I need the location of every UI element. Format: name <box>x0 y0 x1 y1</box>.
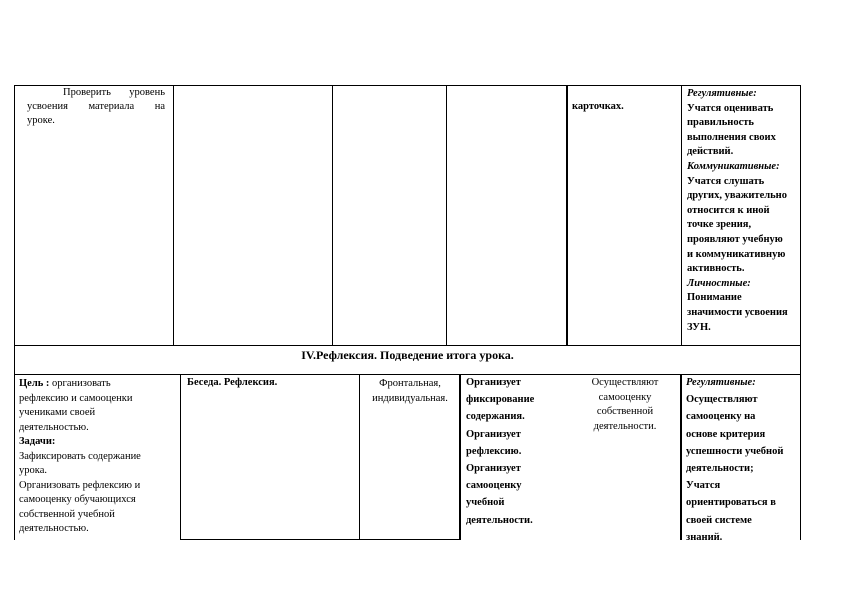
table-border <box>14 85 15 347</box>
text-line <box>19 435 55 450</box>
text-line: Организует <box>466 377 521 388</box>
text-line: других, уважительно <box>687 190 787 202</box>
text-line: точке зрения, <box>687 219 752 231</box>
top-col5-text: карточках. <box>572 101 624 112</box>
text-line: Фронтальная, <box>379 378 441 389</box>
text-line: индивидуальная. <box>372 392 448 404</box>
text-line: Зафиксировать содержание <box>19 450 141 462</box>
top-col1-line2: усвоения материала на <box>27 101 165 112</box>
table-border <box>14 374 801 375</box>
text-line: Осуществляют <box>591 377 659 388</box>
text-line: Организовать рефлексию и <box>19 479 141 491</box>
bold-label: Задачи: <box>19 436 56 447</box>
bold-label: Цель : <box>19 378 50 389</box>
text-line: Коммуникативные: <box>687 161 780 172</box>
text-line: Личностные: <box>687 277 751 289</box>
text-line: действий. <box>687 146 734 158</box>
text-line: Регулятивные: <box>687 88 757 99</box>
text-line: проявляют учебную <box>687 234 783 245</box>
text-line: самооценку на <box>686 411 756 423</box>
text-line: деятельности. <box>466 514 533 526</box>
top-col1-line1: Проверить уровень <box>63 87 165 98</box>
text-line: самооценку <box>598 391 652 403</box>
text-line: ЗУН. <box>687 321 711 333</box>
text-line: своей системе <box>686 514 752 526</box>
text-line: учебной <box>466 497 505 509</box>
text-line: деятельности. <box>593 420 657 432</box>
text-line: Учатся <box>686 480 721 492</box>
text-line: знаний. <box>686 531 723 543</box>
table-border <box>681 85 682 346</box>
table-border <box>180 539 460 540</box>
text-line: значимости усвоения <box>687 307 788 318</box>
text-line: самооценку обучающихся <box>19 494 136 505</box>
text-line: Осуществляют <box>686 394 758 406</box>
table-border <box>446 85 447 346</box>
text-line: Регулятивные: <box>686 377 756 388</box>
text-line: деятельностью. <box>19 421 89 433</box>
text-line: содержания. <box>466 411 525 423</box>
text-line: Учатся оценивать <box>687 102 774 114</box>
text-line: урока. <box>19 465 47 476</box>
bottom-col2-method: Беседа. Рефлексия. <box>187 377 278 388</box>
text-line: ориентироваться в <box>686 497 776 509</box>
text-line: Понимание <box>687 292 742 304</box>
text-line: самооценку <box>466 480 522 492</box>
text-line: Организует <box>466 463 521 474</box>
text-line: фиксирование <box>466 394 535 406</box>
table-border <box>14 374 15 540</box>
text-line: выполнения своих <box>687 131 776 143</box>
section-title: IV.Рефлексия. Подведение итога урока. <box>301 348 514 362</box>
table-border <box>566 85 568 346</box>
text-line: рефлексию и самооценки <box>19 392 133 404</box>
top-col1-line3: уроке. <box>27 115 55 126</box>
table-border <box>332 85 333 346</box>
text-line: Цель : организовать <box>19 378 111 389</box>
table-border <box>800 374 801 540</box>
text-line: правильность <box>687 117 754 129</box>
text-line: успешности учебной <box>686 445 784 457</box>
table-border <box>800 85 801 346</box>
text-line: собственной учебной <box>19 508 115 520</box>
table-border <box>14 345 801 346</box>
text-line: относится к иной <box>687 204 770 216</box>
text-line: активность. <box>687 263 745 275</box>
text-line: учениками своей <box>19 407 96 418</box>
text-line: рефлексию. <box>466 445 522 457</box>
text-line: Организует <box>466 428 521 440</box>
text-line: деятельности; <box>686 463 754 474</box>
table-border <box>173 85 174 346</box>
text-line: основе критерия <box>686 428 766 440</box>
text-line: Учатся слушать <box>687 175 765 187</box>
table-border <box>180 374 181 540</box>
text-line: и коммуникативную <box>687 248 786 260</box>
text-line: собственной <box>596 406 654 417</box>
text-line: деятельностью. <box>19 523 89 534</box>
